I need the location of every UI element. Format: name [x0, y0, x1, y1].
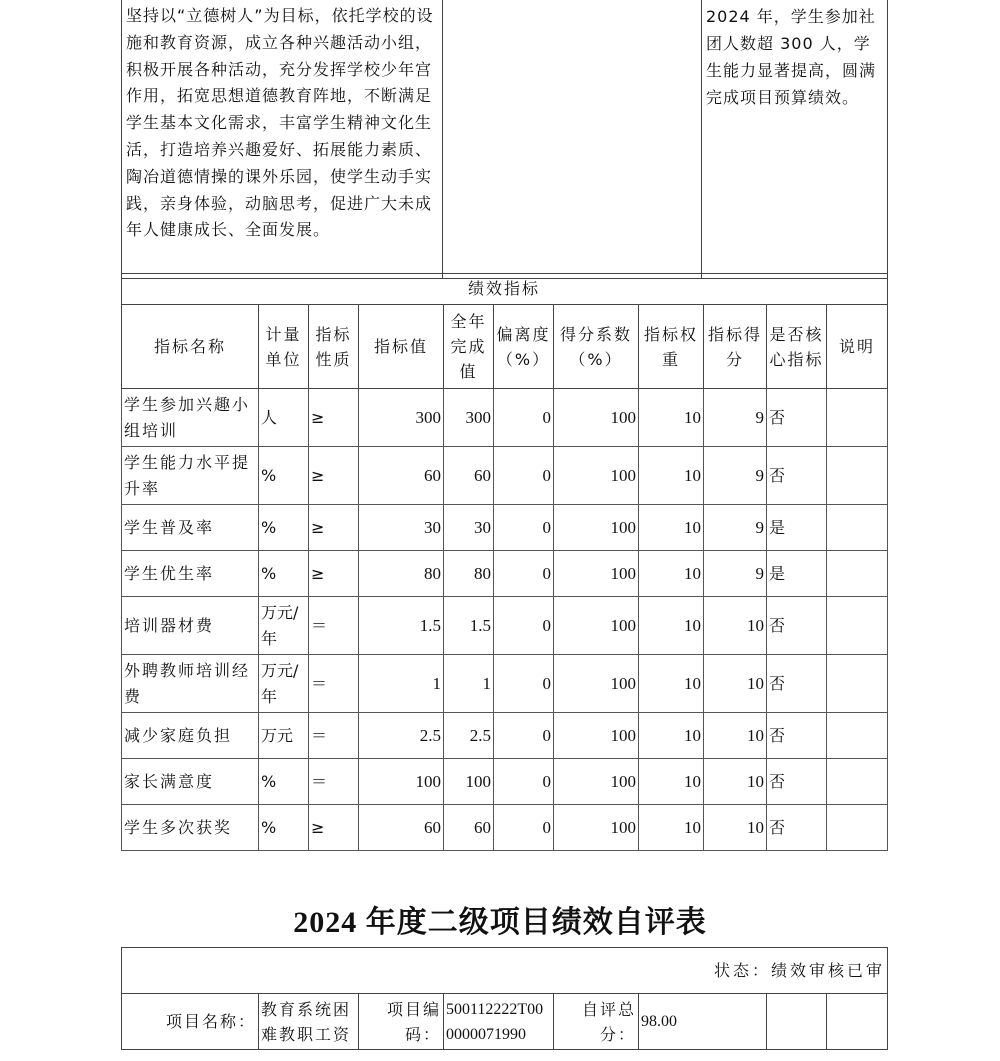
project-code-label: 项目编码： [359, 994, 444, 1050]
metric-unit: 万元/年 [259, 597, 309, 655]
header-name: 指标名称 [122, 305, 259, 389]
header-note: 说明 [827, 305, 888, 389]
page-title [0, 897, 1000, 941]
metric-nature: ≥ [309, 447, 359, 505]
metric-note [827, 759, 888, 805]
score-label: 自评总分： [554, 994, 639, 1050]
self-eval-table [121, 947, 888, 1050]
metric-core: 否 [767, 655, 827, 713]
metric-note [827, 447, 888, 505]
metric-core: 否 [767, 713, 827, 759]
table-row [122, 805, 888, 851]
header-target: 指标值 [359, 305, 444, 389]
metric-unit: % [259, 505, 309, 551]
metric-deviation: 0 [494, 655, 554, 713]
table-row [122, 713, 888, 759]
metric-weight: 10 [639, 447, 704, 505]
metric-target: 1.5 [359, 597, 444, 655]
metric-weight: 10 [639, 655, 704, 713]
metric-unit: 人 [259, 389, 309, 447]
metric-target: 100 [359, 759, 444, 805]
metric-weight: 10 [639, 597, 704, 655]
metric-note [827, 551, 888, 597]
empty-cell [827, 994, 888, 1050]
metric-nature: ＝ [309, 759, 359, 805]
goal-result-text: 2024 年，学生参加社团人数超 300 人，学生能力显著提高，圆满完成项目预算绩效。 [706, 7, 877, 107]
metric-coef: 100 [554, 655, 639, 713]
metric-coef: 100 [554, 505, 639, 551]
metric-deviation: 0 [494, 447, 554, 505]
metric-weight: 10 [639, 505, 704, 551]
metrics-header-row [122, 305, 888, 389]
header-score: 指标得分 [704, 305, 767, 389]
metric-nature: ＝ [309, 713, 359, 759]
metric-name: 学生普及率 [122, 505, 259, 551]
metric-deviation: 0 [494, 505, 554, 551]
header-nature: 指标性质 [309, 305, 359, 389]
metric-actual: 60 [444, 447, 494, 505]
metric-unit: % [259, 447, 309, 505]
metric-unit: % [259, 805, 309, 851]
metric-note [827, 389, 888, 447]
metric-name: 培训器材费 [122, 597, 259, 655]
header-coef: 得分系数（%） [554, 305, 639, 389]
metric-unit: % [259, 551, 309, 597]
metric-weight: 10 [639, 713, 704, 759]
metric-deviation: 0 [494, 713, 554, 759]
metric-weight: 10 [639, 805, 704, 851]
metric-nature: ≥ [309, 551, 359, 597]
metric-actual: 30 [444, 505, 494, 551]
header-weight: 指标权重 [639, 305, 704, 389]
metric-nature: ≥ [309, 389, 359, 447]
project-goal-table [121, 0, 888, 279]
metric-weight: 10 [639, 551, 704, 597]
table-row [122, 551, 888, 597]
metric-coef: 100 [554, 551, 639, 597]
metric-core: 是 [767, 505, 827, 551]
table-row [122, 759, 888, 805]
empty-cell [767, 994, 827, 1050]
metric-score: 10 [704, 713, 767, 759]
metric-weight: 10 [639, 759, 704, 805]
table-row [122, 655, 888, 713]
metric-score: 9 [704, 447, 767, 505]
metric-nature: ＝ [309, 655, 359, 713]
metric-deviation: 0 [494, 805, 554, 851]
metric-core: 否 [767, 447, 827, 505]
metric-deviation: 0 [494, 597, 554, 655]
metric-target: 300 [359, 389, 444, 447]
metric-actual: 1.5 [444, 597, 494, 655]
metric-note [827, 655, 888, 713]
metric-score: 10 [704, 597, 767, 655]
metric-score: 9 [704, 389, 767, 447]
metric-core: 否 [767, 389, 827, 447]
metric-target: 60 [359, 447, 444, 505]
metric-coef: 100 [554, 805, 639, 851]
metric-coef: 100 [554, 759, 639, 805]
metric-name: 家长满意度 [122, 759, 259, 805]
metric-name: 减少家庭负担 [122, 713, 259, 759]
metric-name: 外聘教师培训经费 [122, 655, 259, 713]
metric-target: 1 [359, 655, 444, 713]
metric-unit: 万元/年 [259, 655, 309, 713]
metric-weight: 10 [639, 389, 704, 447]
header-core: 是否核心指标 [767, 305, 827, 389]
metric-unit: 万元 [259, 713, 309, 759]
status-label: 状态：绩效审核已审 [122, 948, 888, 994]
metric-deviation: 0 [494, 551, 554, 597]
table-row [122, 505, 888, 551]
metric-coef: 100 [554, 389, 639, 447]
metric-name: 学生优生率 [122, 551, 259, 597]
metric-name: 学生多次获奖 [122, 805, 259, 851]
metric-actual: 100 [444, 759, 494, 805]
metric-score: 10 [704, 805, 767, 851]
metric-unit: % [259, 759, 309, 805]
project-name-label: 项目名称： [122, 994, 259, 1050]
table-row [122, 447, 888, 505]
metric-core: 否 [767, 805, 827, 851]
page-title-text: 2024 年度二级项目绩效自评表 [293, 906, 707, 939]
header-deviation: 偏离度（%） [494, 305, 554, 389]
metric-note [827, 505, 888, 551]
metric-name: 学生能力水平提升率 [122, 447, 259, 505]
metrics-table [121, 273, 888, 851]
metric-core: 否 [767, 597, 827, 655]
table-row [122, 597, 888, 655]
metric-target: 80 [359, 551, 444, 597]
metric-actual: 80 [444, 551, 494, 597]
metric-score: 10 [704, 655, 767, 713]
score-value: 98.00 [639, 994, 767, 1050]
metric-core: 否 [767, 759, 827, 805]
metric-coef: 100 [554, 713, 639, 759]
metric-deviation: 0 [494, 389, 554, 447]
metric-target: 60 [359, 805, 444, 851]
project-code-value: 500112222T000000071990 [444, 994, 554, 1050]
metric-coef: 100 [554, 597, 639, 655]
metric-score: 9 [704, 551, 767, 597]
metric-score: 10 [704, 759, 767, 805]
header-unit: 计量单位 [259, 305, 309, 389]
metric-actual: 2.5 [444, 713, 494, 759]
metric-actual: 1 [444, 655, 494, 713]
goal-description: 坚持以“立德树人”为目标，依托学校的设施和教育资源，成立各种兴趣活动小组，积极开展各种活动，充分发挥学校少年宫作用，拓宽思想道德教育阵地，不断满足学生基本文化需求，丰富学生精神文化生活，打造培养兴趣爱好、拓展能力素质、陶冶道德情操的课外乐园，使学生动手实践，亲身体验，动脑思考，促进广大未成年人健康成长、全面发展。 [122, 0, 443, 279]
metric-actual: 60 [444, 805, 494, 851]
metric-note [827, 713, 888, 759]
metric-coef: 100 [554, 447, 639, 505]
metric-note [827, 805, 888, 851]
metric-nature: ＝ [309, 597, 359, 655]
metric-name: 学生参加兴趣小组培训 [122, 389, 259, 447]
metric-nature: ≥ [309, 805, 359, 851]
metric-note [827, 597, 888, 655]
metric-deviation: 0 [494, 759, 554, 805]
metric-actual: 300 [444, 389, 494, 447]
metric-target: 2.5 [359, 713, 444, 759]
metric-core: 是 [767, 551, 827, 597]
goal-result [702, 0, 888, 279]
table-row [122, 389, 888, 447]
goal-middle-cell [443, 0, 702, 279]
project-name-value: 教育系统困难教职工资 [259, 994, 359, 1050]
metrics-section-title: 绩效指标 [122, 274, 888, 305]
header-actual: 全年完成值 [444, 305, 494, 389]
metric-target: 30 [359, 505, 444, 551]
metric-nature: ≥ [309, 505, 359, 551]
metric-score: 9 [704, 505, 767, 551]
